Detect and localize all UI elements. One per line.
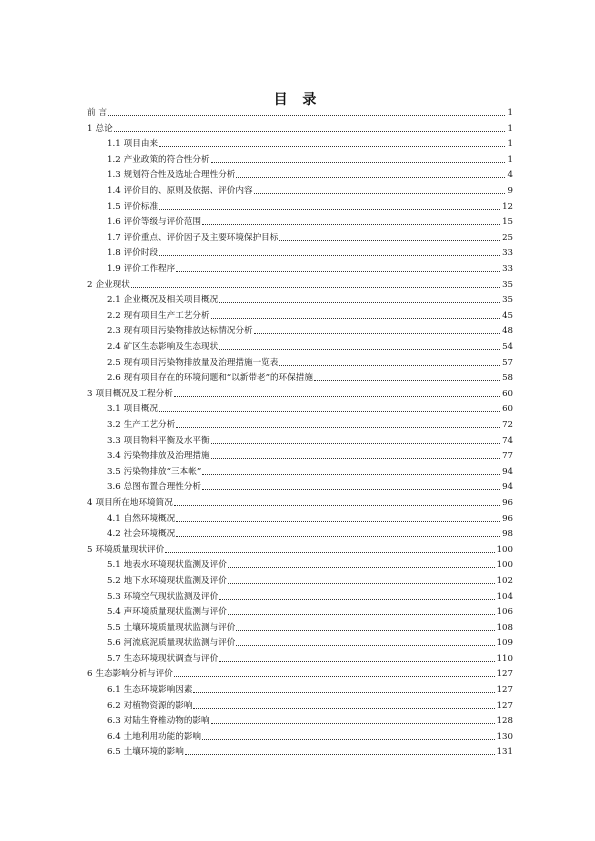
- toc-entry[interactable]: [87, 306, 513, 322]
- toc-entry-page-number: 108: [496, 622, 513, 633]
- toc-entry-number: 2.2: [107, 310, 121, 321]
- toc-entry-number: 5.6: [107, 638, 121, 649]
- toc-entry-number: 1.1: [107, 139, 121, 150]
- toc-entry-page-number: 131: [496, 747, 513, 758]
- toc-entry-title: 前 言: [87, 108, 107, 119]
- page-title: 目 录: [273, 92, 322, 109]
- toc-entry-page-number: 60: [502, 404, 513, 415]
- toc-entry-title: 对陆生脊椎动物的影响: [123, 716, 210, 727]
- dot-leader: [236, 645, 494, 646]
- toc-entry-number: 2.4: [107, 342, 121, 352]
- toc-entry-page-number: 110: [496, 653, 513, 664]
- toc-entry-page-number: 1: [507, 108, 513, 119]
- toc-entry[interactable]: [87, 493, 513, 509]
- toc-entry[interactable]: [87, 213, 513, 229]
- toc-entry-title: 对植物资源的影响: [123, 700, 193, 711]
- dot-leader: [211, 162, 505, 163]
- toc-entry-page-number: 58: [502, 373, 513, 384]
- toc-entry-number: 5.4: [107, 607, 121, 618]
- toc-entry-page-number: 1: [507, 154, 513, 165]
- toc-entry-number: 4.2: [107, 529, 121, 540]
- toc-entry-number: 3.4: [107, 451, 121, 462]
- dot-leader: [176, 521, 500, 522]
- toc-entry-page-number: 60: [502, 388, 513, 399]
- toc-entry-page-number: 127: [496, 669, 513, 680]
- toc-entry-number: 3: [87, 388, 93, 399]
- toc-entry-page-number: 4: [507, 170, 513, 181]
- toc-entry[interactable]: [87, 228, 513, 244]
- dot-leader: [159, 209, 500, 210]
- toc-entry-title: 河流底泥质量现状监测与评价: [123, 638, 236, 649]
- toc-entry[interactable]: [87, 150, 513, 166]
- dot-leader: [202, 224, 500, 225]
- toc-entry[interactable]: [87, 743, 513, 759]
- dot-leader: [228, 614, 495, 615]
- dot-leader: [114, 131, 505, 132]
- toc-entry-number: 5.3: [107, 591, 121, 602]
- toc-entry-number: 2.3: [107, 326, 121, 337]
- toc-entry-page-number: 15: [502, 217, 513, 228]
- toc-entry-number: 4.1: [107, 513, 121, 524]
- table-of-contents: [87, 104, 513, 759]
- dot-leader: [219, 599, 494, 600]
- toc-entry-title: 环境空气现状监测及评价: [123, 591, 219, 602]
- toc-entry[interactable]: [87, 540, 513, 556]
- toc-entry[interactable]: [87, 525, 513, 541]
- toc-entry-title: 生态影响分析与评价: [95, 669, 173, 680]
- toc-entry-title: 项目物料平衡及水平衡: [123, 435, 210, 446]
- toc-entry-number: 2.5: [107, 357, 121, 368]
- toc-entry-number: 3.2: [107, 419, 121, 430]
- toc-entry-page-number: 54: [502, 342, 513, 352]
- toc-entry-number: 3.1: [107, 404, 121, 415]
- dot-leader: [131, 287, 500, 288]
- toc-entry-title: 地下水环境现状监测及评价: [123, 575, 227, 586]
- toc-entry-title: 项目所在地环境简况: [95, 497, 173, 508]
- toc-entry-title: 总图布置合理性分析: [123, 482, 202, 493]
- toc-entry-page-number: 94: [502, 482, 513, 493]
- toc-entry-number: 6.4: [107, 731, 121, 742]
- dot-leader: [202, 489, 500, 490]
- dot-leader: [193, 708, 494, 709]
- toc-entry-page-number: 96: [502, 497, 513, 508]
- toc-entry-page-number: 127: [496, 700, 513, 711]
- toc-entry-page-number: 128: [496, 716, 513, 727]
- toc-entry-page-number: 72: [502, 419, 513, 430]
- toc-entry-page-number: 127: [496, 685, 513, 696]
- toc-entry[interactable]: [87, 181, 513, 197]
- toc-entry-title: 声环境质量现状监测与评价: [123, 607, 227, 618]
- toc-entry-page-number: 100: [496, 544, 513, 555]
- toc-entry-number: 5.2: [107, 575, 121, 586]
- toc-entry[interactable]: [87, 384, 513, 400]
- dot-leader: [219, 349, 500, 350]
- toc-entry-number: 5: [87, 544, 93, 555]
- toc-entry-title: 规划符合性及选址合理性分析: [123, 170, 236, 181]
- toc-entry-page-number: 33: [502, 264, 513, 275]
- toc-entry-page-number: 104: [496, 591, 513, 602]
- toc-entry-page-number: 74: [502, 435, 513, 446]
- dot-leader: [174, 505, 500, 506]
- toc-entry-title: 产业政策的符合性分析: [123, 154, 210, 165]
- toc-entry-number: 5.5: [107, 622, 121, 633]
- toc-entry[interactable]: [87, 166, 513, 182]
- toc-entry[interactable]: [87, 275, 513, 291]
- toc-entry-number: 1.5: [107, 201, 121, 212]
- dot-leader: [193, 692, 494, 693]
- toc-entry[interactable]: [87, 665, 513, 681]
- dot-leader: [279, 240, 500, 241]
- dot-leader: [236, 630, 494, 631]
- toc-entry-title: 生态环境现状调查与评价: [123, 653, 219, 664]
- dot-leader: [211, 723, 495, 724]
- toc-entry-page-number: 25: [502, 232, 513, 243]
- toc-entry-number: 5.7: [107, 653, 121, 664]
- toc-entry-page-number: 35: [502, 295, 513, 306]
- toc-entry-number: 5.1: [107, 560, 121, 571]
- toc-entry-page-number: 57: [502, 357, 513, 368]
- toc-entry[interactable]: [87, 447, 513, 463]
- toc-entry[interactable]: [87, 415, 513, 431]
- dot-leader: [176, 271, 500, 272]
- toc-entry-page-number: 100: [496, 560, 513, 571]
- toc-entry[interactable]: [87, 618, 513, 634]
- toc-entry[interactable]: [87, 478, 513, 494]
- dot-leader: [228, 583, 495, 584]
- dot-leader: [159, 411, 500, 412]
- dot-leader: [159, 255, 500, 256]
- dot-leader: [211, 458, 500, 459]
- toc-entry[interactable]: [87, 291, 513, 307]
- toc-entry[interactable]: [87, 337, 513, 353]
- toc-entry-number: 1.3: [107, 170, 121, 181]
- toc-entry-number: 1: [87, 123, 93, 134]
- dot-leader: [279, 365, 500, 366]
- toc-entry-title: 总论: [95, 123, 113, 134]
- toc-entry-page-number: 106: [496, 607, 513, 618]
- dot-leader: [228, 567, 495, 568]
- dot-leader: [219, 661, 494, 662]
- toc-entry[interactable]: [87, 680, 513, 696]
- toc-entry[interactable]: [87, 556, 513, 572]
- toc-entry[interactable]: [87, 603, 513, 619]
- toc-entry-title: 评价重点、评价因子及主要环境保护目标: [123, 232, 279, 243]
- toc-entry-page-number: 109: [496, 638, 513, 649]
- toc-entry-title: 评价等级与评价范围: [123, 217, 202, 228]
- toc-entry[interactable]: [87, 400, 513, 416]
- dot-leader: [314, 380, 500, 381]
- toc-entry-page-number: 94: [502, 466, 513, 477]
- dot-leader: [202, 474, 500, 475]
- dot-leader: [202, 739, 495, 740]
- toc-entry[interactable]: [87, 462, 513, 478]
- toc-entry-page-number: 130: [496, 731, 513, 742]
- toc-entry-title: 社会环境概况: [123, 529, 176, 540]
- toc-entry-title: 环境质量现状评价: [95, 544, 165, 555]
- toc-entry-title: 地表水环境现状监测及评价: [123, 560, 227, 571]
- toc-entry-title: 评价工作程序: [123, 264, 176, 275]
- toc-entry-title: 自然环境概况: [123, 513, 176, 524]
- toc-entry-title: 项目概况: [123, 404, 159, 415]
- dot-leader: [174, 396, 500, 397]
- toc-entry-title: 生态环境影响因素: [123, 685, 193, 696]
- dot-leader: [185, 754, 495, 755]
- toc-entry-title: 土地利用功能的影响: [123, 731, 202, 742]
- dot-leader: [174, 676, 495, 677]
- dot-leader: [219, 302, 500, 303]
- toc-entry-title: 评价目的、原则及依据、评价内容: [123, 186, 253, 197]
- toc-entry-title: 企业概况及相关项目概况: [123, 295, 219, 306]
- toc-entry[interactable]: [87, 322, 513, 338]
- toc-entry-page-number: 35: [502, 279, 513, 290]
- toc-entry[interactable]: [87, 197, 513, 213]
- toc-entry-number: 4: [87, 497, 93, 508]
- toc-entry[interactable]: [87, 104, 513, 120]
- toc-entry-title: 生产工艺分析: [123, 419, 176, 430]
- toc-entry-number: 1.9: [107, 264, 121, 275]
- toc-entry-page-number: 12: [502, 201, 513, 212]
- toc-entry-title: 矿区生态影响及生态现状: [123, 342, 219, 352]
- toc-entry-page-number: 45: [502, 310, 513, 321]
- toc-entry[interactable]: [87, 587, 513, 603]
- toc-entry[interactable]: [87, 571, 513, 587]
- toc-entry-page-number: 9: [507, 186, 513, 197]
- toc-entry-title: 企业现状: [95, 279, 130, 290]
- toc-entry-title: 现有项目污染物排放达标情况分析: [123, 326, 253, 337]
- toc-entry[interactable]: [87, 135, 513, 151]
- toc-entry-number: 2.1: [107, 295, 121, 306]
- toc-entry[interactable]: [87, 369, 513, 385]
- toc-entry-number: 3.6: [107, 482, 121, 493]
- toc-entry[interactable]: [87, 712, 513, 728]
- toc-entry-number: 6: [87, 669, 93, 680]
- toc-entry-title: 现有项目污染物排放量及治理措施一览表: [123, 357, 279, 368]
- toc-entry-number: 6.5: [107, 747, 121, 758]
- toc-entry[interactable]: [87, 649, 513, 665]
- toc-entry[interactable]: [87, 259, 513, 275]
- toc-entry-title: 土壤环境质量现状监测与评价: [123, 622, 236, 633]
- dot-leader: [165, 552, 494, 553]
- toc-entry-number: 1.8: [107, 248, 121, 259]
- toc-entry[interactable]: [87, 696, 513, 712]
- toc-entry-title: 污染物排放“三本帐”: [123, 466, 202, 477]
- toc-entry-page-number: 98: [502, 529, 513, 540]
- toc-entry-title: 现有项目生产工艺分析: [123, 310, 210, 321]
- toc-entry-title: 项目概况及工程分析: [95, 388, 173, 399]
- toc-entry-number: 1.2: [107, 154, 121, 165]
- toc-entry-number: 6.3: [107, 716, 121, 727]
- toc-entry-number: 6.2: [107, 700, 121, 711]
- toc-entry-number: 1.6: [107, 217, 121, 228]
- dot-leader: [254, 333, 500, 334]
- toc-entry[interactable]: [87, 431, 513, 447]
- toc-entry-page-number: 33: [502, 248, 513, 259]
- dot-leader: [108, 115, 505, 116]
- toc-entry-number: 1.4: [107, 186, 121, 197]
- toc-entry-number: 3.3: [107, 435, 121, 446]
- toc-entry-title: 评价时段: [123, 248, 159, 259]
- toc-entry-number: 1.7: [107, 232, 121, 243]
- toc-entry[interactable]: [87, 244, 513, 260]
- toc-entry-title: 评价标准: [123, 201, 159, 212]
- toc-entry-number: 6.1: [107, 685, 121, 696]
- toc-entry-page-number: 1: [507, 139, 513, 150]
- dot-leader: [211, 443, 500, 444]
- toc-entry-number: 2.6: [107, 373, 121, 384]
- toc-entry-title: 现有项目存在的环境问题和“以新带老”的环保措施: [123, 373, 313, 384]
- toc-entry-title: 土壤环境的影响: [123, 747, 184, 758]
- toc-entry-page-number: 48: [502, 326, 513, 337]
- toc-entry[interactable]: [87, 353, 513, 369]
- toc-entry[interactable]: [87, 509, 513, 525]
- toc-entry[interactable]: [87, 634, 513, 650]
- dot-leader: [176, 427, 500, 428]
- toc-entry-number: 2: [87, 279, 93, 290]
- toc-entry[interactable]: [87, 727, 513, 743]
- toc-entry-page-number: 77: [502, 451, 513, 462]
- dot-leader: [211, 318, 500, 319]
- dot-leader: [254, 193, 505, 194]
- toc-entry-page-number: 102: [496, 575, 513, 586]
- dot-leader: [176, 536, 500, 537]
- toc-entry-title: 项目由来: [123, 139, 159, 150]
- toc-entry-page-number: 96: [502, 513, 513, 524]
- dot-leader: [236, 177, 505, 178]
- toc-entry[interactable]: [87, 119, 513, 135]
- dot-leader: [159, 146, 505, 147]
- toc-entry-page-number: 1: [507, 123, 513, 134]
- toc-entry-title: 污染物排放及治理措施: [123, 451, 210, 462]
- toc-entry-number: 3.5: [107, 466, 121, 477]
